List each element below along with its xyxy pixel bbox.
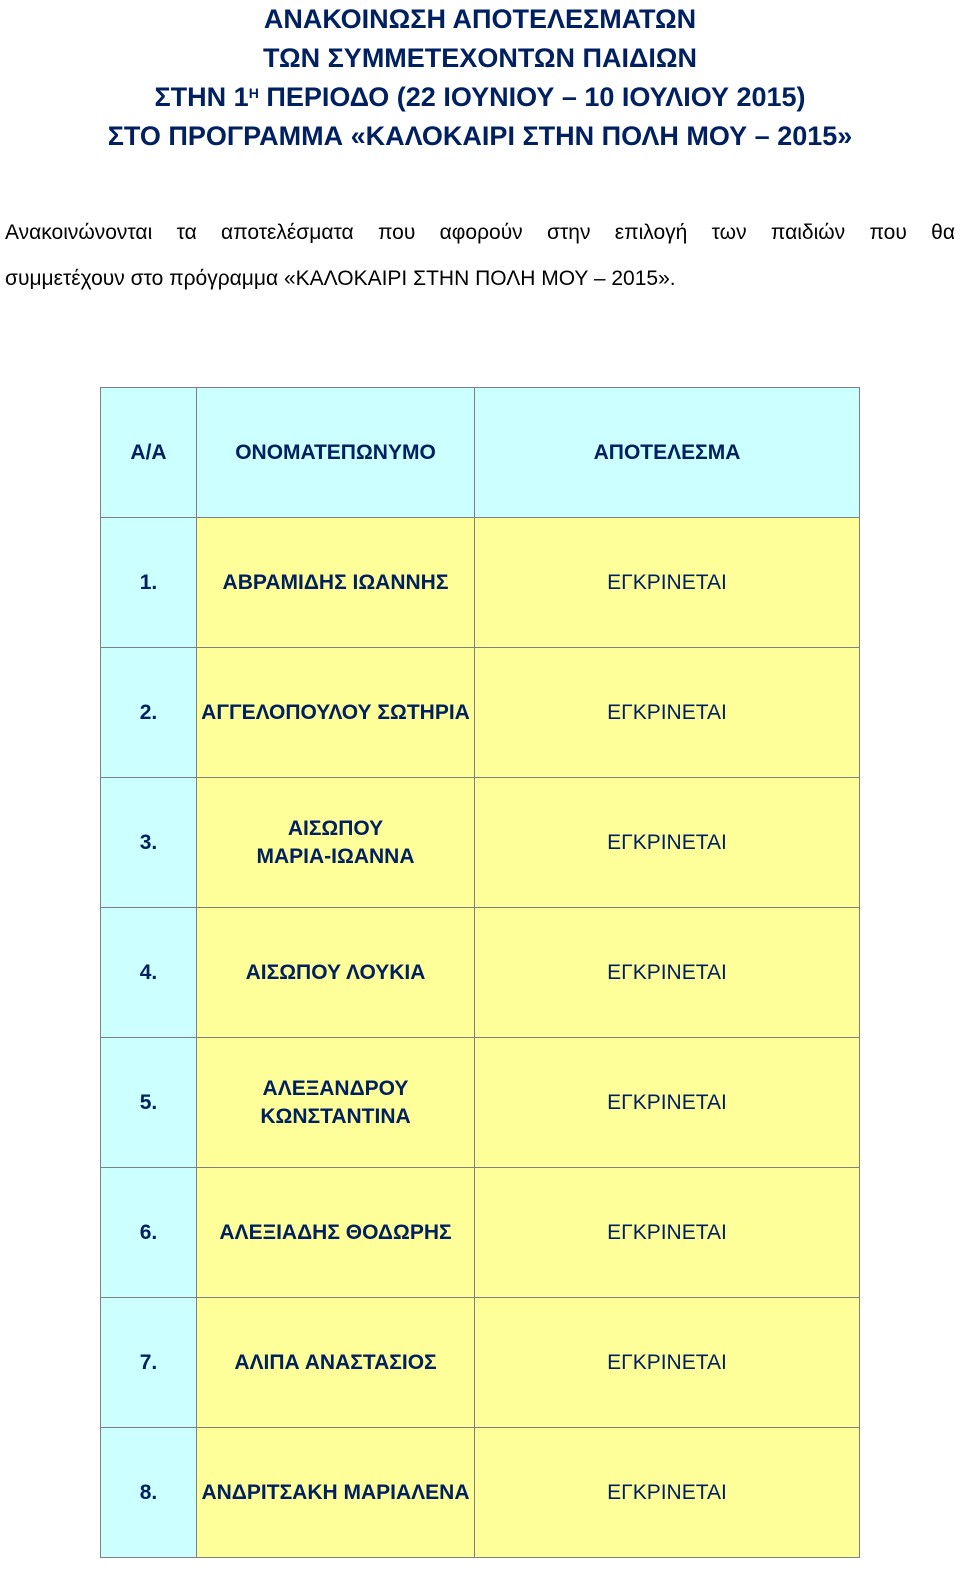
intro-paragraph: [5, 210, 955, 302]
row-result: ΕΓΚΡΙΝΕΤΑΙ: [475, 1038, 860, 1168]
header-number: Α/Α: [101, 388, 197, 518]
row-full-name: ΑΙΣΩΠΟΥ ΛΟΥΚΙΑ: [197, 908, 475, 1038]
intro-word: στην: [547, 221, 591, 244]
header-full-name: ΟΝΟΜΑΤΕΠΩΝΥΜΟ: [197, 388, 475, 518]
intro-word: τα: [176, 221, 197, 244]
table-row: [101, 908, 860, 1038]
row-result: ΕΓΚΡΙΝΕΤΑΙ: [475, 1298, 860, 1428]
results-table: [100, 387, 860, 1558]
intro-word: επιλογή: [614, 221, 688, 244]
row-number: 6.: [101, 1168, 197, 1298]
header-result: ΑΠΟΤΕΛΕΣΜΑ: [475, 388, 860, 518]
row-full-name: ΑΝΔΡΙΤΣΑΚΗ ΜΑΡΙΑΛΕΝΑ: [197, 1428, 475, 1558]
intro-word: αφορούν: [439, 221, 523, 244]
row-result: ΕΓΚΡΙΝΕΤΑΙ: [475, 1428, 860, 1558]
title-line-2: ΤΩΝ ΣΥΜΜΕΤΕΧΟΝΤΩΝ ΠΑΙΔΙΩΝ: [262, 43, 698, 73]
table-row: [101, 1298, 860, 1428]
announcement-title: [0, 0, 960, 156]
row-number: 8.: [101, 1428, 197, 1558]
intro-word: που: [869, 221, 907, 244]
row-number: 7.: [101, 1298, 197, 1428]
row-full-name: ΑΛΙΠΑ ΑΝΑΣΤΑΣΙΟΣ: [197, 1298, 475, 1428]
row-result: ΕΓΚΡΙΝΕΤΑΙ: [475, 1168, 860, 1298]
table-row: [101, 778, 860, 908]
row-number: 4.: [101, 908, 197, 1038]
row-full-name: ΑΓΓΕΛΟΠΟΥΛΟΥ ΣΩΤΗΡΙΑ: [197, 648, 475, 778]
title-line-3: [0, 78, 960, 117]
table-row: [101, 648, 860, 778]
row-number: 1.: [101, 518, 197, 648]
table-body: [101, 518, 860, 1558]
row-full-name: ΑΛΕΞΑΝΔΡΟΥ ΚΩΝΣΤΑΝΤΙΝΑ: [197, 1038, 475, 1168]
row-result: ΕΓΚΡΙΝΕΤΑΙ: [475, 908, 860, 1038]
intro-word: παιδιών: [770, 221, 846, 244]
row-number: 5.: [101, 1038, 197, 1168]
title-line-3-end: ΠΕΡΙΟΔΟ (22 ΙΟΥΝΙΟΥ – 10 ΙΟΥΛΙΟΥ 2015): [258, 82, 806, 112]
row-full-name: ΑΙΣΩΠΟΥ ΜΑΡΙΑ-ΙΩΑΝΝΑ: [197, 778, 475, 908]
row-number: 3.: [101, 778, 197, 908]
title-line-4: ΣΤΟ ΠΡΟΓΡΑΜΜΑ «ΚΑΛΟΚΑΙΡΙ ΣΤΗΝ ΠΟΛΗ ΜΟΥ – 2015»: [107, 121, 853, 151]
intro-line-1: [5, 210, 955, 256]
row-result: ΕΓΚΡΙΝΕΤΑΙ: [475, 648, 860, 778]
row-result: ΕΓΚΡΙΝΕΤΑΙ: [475, 518, 860, 648]
title-line-1: ΑΝΑΚΟΙΝΩΣΗ ΑΠΟΤΕΛΕΣΜΑΤΩΝ: [263, 4, 697, 34]
table-row: [101, 1428, 860, 1558]
table-header-row: [101, 388, 860, 518]
table-row: [101, 1038, 860, 1168]
row-full-name: ΑΛΕΞΙΑΔΗΣ ΘΟΔΩΡΗΣ: [197, 1168, 475, 1298]
row-result: ΕΓΚΡΙΝΕΤΑΙ: [475, 778, 860, 908]
title-superscript: Η: [248, 85, 259, 101]
title-line-3-start: ΣΤΗΝ 1: [154, 82, 249, 112]
table-row: [101, 518, 860, 648]
table-row: [101, 1168, 860, 1298]
intro-word: θα: [931, 221, 955, 244]
intro-word: που: [377, 221, 416, 244]
intro-word: των: [711, 221, 747, 244]
intro-line-2: συμμετέχουν στο πρόγραμμα «ΚΑΛΟΚΑΙΡΙ ΣΤΗΝ ΠΟΛΗ ΜΟΥ – 2015».: [5, 267, 676, 290]
row-full-name: ΑΒΡΑΜΙΔΗΣ ΙΩΑΝΝΗΣ: [197, 518, 475, 648]
intro-word: αποτελέσματα: [221, 221, 354, 244]
intro-word: Ανακοινώνονται: [5, 221, 153, 244]
row-number: 2.: [101, 648, 197, 778]
